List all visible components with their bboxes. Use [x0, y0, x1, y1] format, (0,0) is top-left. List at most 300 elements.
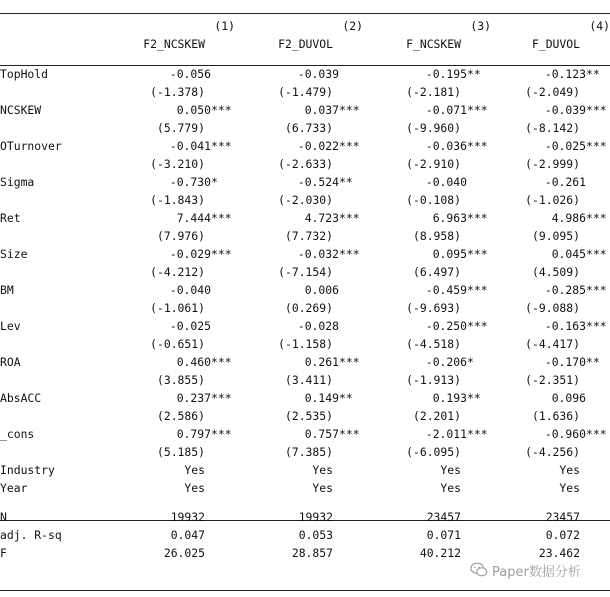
table-bottom-rule — [0, 590, 610, 591]
tstat-value: (-4.212) — [150, 265, 205, 279]
tstat-cell — [235, 335, 363, 353]
tstat-cell — [491, 407, 610, 425]
tstat-cell — [125, 407, 235, 425]
row-label: _cons — [0, 427, 35, 441]
coef-value: -0.250 — [425, 319, 467, 333]
stat-cell — [363, 508, 491, 526]
stat-value: 0.071 — [426, 528, 461, 542]
tstat-cell — [363, 191, 491, 209]
coef-row — [0, 353, 610, 371]
row-label: Size — [0, 247, 28, 261]
tstat-value: (-1.061) — [150, 301, 205, 315]
row-label: F — [0, 546, 7, 560]
watermark-text: Paper数据分析 — [492, 564, 581, 580]
tstat-cell — [363, 371, 491, 389]
significance-stars: *** — [586, 103, 607, 117]
tstat-cell — [125, 83, 235, 101]
row-label-empty — [0, 263, 125, 281]
tstat-cell — [363, 155, 491, 173]
significance-stars: *** — [467, 319, 488, 333]
significance-stars: *** — [339, 211, 360, 225]
tstat-row — [0, 191, 610, 209]
tstat-value: (6.497) — [412, 265, 461, 279]
fixed-effect-row — [0, 479, 610, 497]
tstat-value: (-2.910) — [406, 157, 461, 171]
column-name — [363, 35, 491, 53]
tstat-value: (-0.651) — [150, 337, 205, 351]
tstat-cell — [363, 83, 491, 101]
coef-value: -0.029 — [169, 247, 211, 261]
tstat-cell — [491, 299, 610, 317]
fixed-effect-cell — [125, 461, 235, 479]
tstat-cell — [491, 335, 610, 353]
spacer-cell — [0, 53, 125, 65]
column-number: (2) — [342, 19, 363, 33]
tstat-value: (5.779) — [156, 121, 205, 135]
column-number: (1) — [214, 19, 235, 33]
regression-table — [0, 17, 610, 562]
stat-value: 28.857 — [291, 546, 333, 560]
significance-stars: ** — [339, 391, 353, 405]
table-top-rule — [0, 13, 610, 14]
coef-value: -0.285 — [544, 283, 586, 297]
tstat-value: (2.586) — [156, 409, 205, 423]
stat-value: 19932 — [170, 510, 205, 524]
tstat-cell — [235, 119, 363, 137]
tstat-row — [0, 83, 610, 101]
tstat-cell — [235, 155, 363, 173]
coef-value: -0.025 — [544, 139, 586, 153]
tstat-value: (9.095) — [531, 229, 580, 243]
coef-value: -0.163 — [544, 319, 586, 333]
tstat-value: (-7.154) — [278, 265, 333, 279]
tstat-value: (-2.030) — [278, 193, 333, 207]
stat-value: 19932 — [298, 510, 333, 524]
stat-cell — [363, 526, 491, 544]
tstat-cell — [125, 191, 235, 209]
tstat-cell — [235, 407, 363, 425]
stat-cell — [125, 526, 235, 544]
stat-value: 23457 — [545, 510, 580, 524]
coef-cell — [235, 209, 363, 227]
coef-cell — [363, 389, 491, 407]
coef-value: -0.071 — [425, 103, 467, 117]
stat-cell — [235, 508, 363, 526]
spacer-row — [0, 497, 610, 508]
coef-value: 0.261 — [304, 355, 339, 369]
tstat-value: (-2.351) — [525, 373, 580, 387]
tstat-cell — [363, 227, 491, 245]
row-label-empty — [0, 155, 125, 173]
tstat-cell — [125, 227, 235, 245]
row-label-empty — [0, 443, 125, 461]
significance-stars: *** — [467, 103, 488, 117]
coef-value: 0.006 — [304, 283, 339, 297]
significance-stars: *** — [467, 247, 488, 261]
coef-value: 4.723 — [304, 211, 339, 225]
row-label: Sigma — [0, 175, 35, 189]
coef-cell — [235, 245, 363, 263]
significance-stars: *** — [211, 103, 232, 117]
coef-cell — [235, 137, 363, 155]
tstat-value: (2.535) — [284, 409, 333, 423]
tstat-value: (-2.181) — [406, 85, 461, 99]
tstat-row — [0, 371, 610, 389]
tstat-cell — [491, 119, 610, 137]
coef-cell — [235, 173, 363, 191]
tstat-value: (-1.026) — [525, 193, 580, 207]
tstat-cell — [235, 83, 363, 101]
tstat-value: (4.509) — [531, 265, 580, 279]
tstat-cell — [235, 263, 363, 281]
coef-cell — [491, 281, 610, 299]
spacer-row — [0, 53, 610, 65]
stat-cell — [491, 508, 610, 526]
coef-value: 0.797 — [176, 427, 211, 441]
significance-stars: *** — [586, 427, 607, 441]
coef-value: 0.149 — [304, 391, 339, 405]
coef-cell — [235, 353, 363, 371]
coef-cell — [491, 317, 610, 335]
tstat-cell — [235, 299, 363, 317]
coef-cell — [363, 173, 491, 191]
coef-row — [0, 173, 610, 191]
coef-value: -0.039 — [544, 103, 586, 117]
column-name-text: F_NCSKEW — [406, 37, 461, 51]
tstat-value: (-1.158) — [278, 337, 333, 351]
coef-value: -0.960 — [544, 427, 586, 441]
column-name — [235, 35, 363, 53]
tstat-row — [0, 443, 610, 461]
fixed-effect-cell — [491, 461, 610, 479]
coef-value: -0.123 — [544, 67, 586, 81]
significance-stars: *** — [467, 427, 488, 441]
fixed-effect-cell — [235, 461, 363, 479]
coef-value: 0.037 — [304, 103, 339, 117]
coef-cell — [235, 317, 363, 335]
tstat-row — [0, 155, 610, 173]
row-label-empty — [0, 299, 125, 317]
coef-value: 0.757 — [304, 427, 339, 441]
coef-value: -0.056 — [169, 67, 211, 81]
coef-cell — [235, 425, 363, 443]
tstat-cell — [491, 83, 610, 101]
tstat-value: (-0.108) — [406, 193, 461, 207]
stat-row — [0, 526, 610, 544]
coef-cell — [235, 101, 363, 119]
coef-row — [0, 317, 610, 335]
tstat-value: (-6.095) — [406, 445, 461, 459]
tstat-value: (1.636) — [531, 409, 580, 423]
coef-row — [0, 137, 610, 155]
tstat-cell — [363, 407, 491, 425]
tstat-cell — [125, 155, 235, 173]
coef-cell — [363, 65, 491, 83]
stat-value: 23.462 — [538, 546, 580, 560]
wechat-icon — [470, 561, 488, 579]
fixed-effect-cell — [125, 479, 235, 497]
fixed-effect-cell — [235, 479, 363, 497]
stat-value: 23457 — [426, 510, 461, 524]
coef-value: 0.193 — [432, 391, 467, 405]
significance-stars: *** — [339, 139, 360, 153]
fixed-effect-cell — [363, 479, 491, 497]
tstat-value: (-1.843) — [150, 193, 205, 207]
coef-value: -0.032 — [297, 247, 339, 261]
significance-stars: ** — [467, 391, 481, 405]
coef-cell — [125, 101, 235, 119]
tstat-value: (2.201) — [412, 409, 461, 423]
fixed-effect-cell — [363, 461, 491, 479]
coef-cell — [235, 389, 363, 407]
tstat-value: (0.269) — [284, 301, 333, 315]
coef-value: -0.206 — [425, 355, 467, 369]
fixed-effect-value: Yes — [312, 481, 333, 495]
significance-stars: ** — [467, 67, 481, 81]
header-row-numbers — [0, 17, 610, 35]
column-name — [491, 35, 610, 53]
significance-stars: *** — [211, 247, 232, 261]
stat-value: 40.212 — [419, 546, 461, 560]
significance-stars: *** — [211, 355, 232, 369]
tstat-value: (7.732) — [284, 229, 333, 243]
row-label-empty — [0, 227, 125, 245]
tstat-cell — [491, 155, 610, 173]
significance-stars: ** — [586, 67, 600, 81]
fixed-effect-row — [0, 461, 610, 479]
tstat-value: (-9.960) — [406, 121, 461, 135]
tstat-value: (-8.142) — [525, 121, 580, 135]
coef-cell — [363, 281, 491, 299]
tstat-row — [0, 335, 610, 353]
row-label: OTurnover — [0, 139, 62, 153]
significance-stars: ** — [339, 175, 353, 189]
coef-value: -0.459 — [425, 283, 467, 297]
stat-row — [0, 508, 610, 526]
tstat-cell — [491, 191, 610, 209]
coef-value: 0.095 — [432, 247, 467, 261]
tstat-cell — [235, 443, 363, 461]
tstat-value: (-4.256) — [525, 445, 580, 459]
significance-stars: *** — [467, 211, 488, 225]
stat-cell — [125, 544, 235, 562]
significance-stars: * — [211, 175, 218, 189]
significance-stars: *** — [339, 355, 360, 369]
row-label: ROA — [0, 355, 21, 369]
coef-value: -0.195 — [425, 67, 467, 81]
coef-cell — [363, 101, 491, 119]
coef-cell — [491, 209, 610, 227]
tstat-value: (-9.088) — [525, 301, 580, 315]
column-name — [125, 35, 235, 53]
coef-cell — [125, 281, 235, 299]
coef-value: 7.444 — [176, 211, 211, 225]
coef-cell — [363, 245, 491, 263]
coef-value: 4.986 — [551, 211, 586, 225]
significance-stars: *** — [211, 139, 232, 153]
coef-row — [0, 101, 610, 119]
significance-stars: *** — [586, 139, 607, 153]
significance-stars: *** — [211, 211, 232, 225]
coef-cell — [491, 353, 610, 371]
coef-value: -0.041 — [169, 139, 211, 153]
coef-value: 0.050 — [176, 103, 211, 117]
tstat-value: (-1.913) — [406, 373, 461, 387]
coef-cell — [491, 389, 610, 407]
significance-stars: ** — [586, 355, 600, 369]
tstat-cell — [125, 371, 235, 389]
fixed-effect-value: Yes — [184, 481, 205, 495]
fixed-effect-value: Yes — [440, 463, 461, 477]
tstat-value: (6.733) — [284, 121, 333, 135]
row-label: adj. R-sq — [0, 528, 62, 542]
row-label: Industry — [0, 463, 55, 477]
fixed-effect-value: Yes — [440, 481, 461, 495]
coef-value: -0.040 — [425, 175, 467, 189]
coef-cell — [125, 245, 235, 263]
fixed-effect-cell — [491, 479, 610, 497]
coef-row — [0, 425, 610, 443]
column-number: (3) — [470, 19, 491, 33]
coef-row — [0, 245, 610, 263]
coef-cell — [363, 425, 491, 443]
stat-value: 0.053 — [298, 528, 333, 542]
significance-stars: *** — [586, 319, 607, 333]
coef-cell — [491, 425, 610, 443]
tstat-value: (-3.210) — [150, 157, 205, 171]
coef-value: -0.261 — [544, 175, 586, 189]
tstat-row — [0, 299, 610, 317]
stat-cell — [235, 526, 363, 544]
tstat-cell — [235, 371, 363, 389]
coef-cell — [235, 65, 363, 83]
fixed-effect-value: Yes — [559, 481, 580, 495]
significance-stars: * — [467, 355, 474, 369]
coef-value: 0.045 — [551, 247, 586, 261]
row-label: NCSKEW — [0, 103, 42, 117]
coef-cell — [491, 101, 610, 119]
tstat-value: (-2.633) — [278, 157, 333, 171]
column-name-text: F2_DUVOL — [278, 37, 333, 51]
coef-value: -2.011 — [425, 427, 467, 441]
tstat-cell — [491, 227, 610, 245]
tstat-cell — [491, 263, 610, 281]
coef-value: 0.096 — [551, 391, 586, 405]
tstat-value: (-4.417) — [525, 337, 580, 351]
tstat-value: (-1.378) — [150, 85, 205, 99]
coef-cell — [363, 209, 491, 227]
row-label-empty — [0, 335, 125, 353]
row-label: Ret — [0, 211, 21, 225]
coef-value: -0.028 — [297, 319, 339, 333]
significance-stars: *** — [467, 139, 488, 153]
coef-cell — [125, 209, 235, 227]
row-label-empty — [0, 119, 125, 137]
tstat-cell — [491, 371, 610, 389]
row-label-empty — [0, 407, 125, 425]
tstat-value: (-9.693) — [406, 301, 461, 315]
coef-value: -0.022 — [297, 139, 339, 153]
header-corner — [0, 35, 125, 53]
coef-row — [0, 281, 610, 299]
tstat-cell — [125, 299, 235, 317]
tstat-cell — [491, 443, 610, 461]
tstat-value: (7.976) — [156, 229, 205, 243]
row-label-empty — [0, 83, 125, 101]
tstat-value: (3.855) — [156, 373, 205, 387]
row-label: AbsACC — [0, 391, 42, 405]
tstat-value: (-1.479) — [278, 85, 333, 99]
coef-value: 0.460 — [176, 355, 211, 369]
significance-stars: *** — [211, 427, 232, 441]
tstat-row — [0, 263, 610, 281]
row-label: TopHold — [0, 67, 49, 81]
coef-row — [0, 65, 610, 83]
coef-value: -0.040 — [169, 283, 211, 297]
significance-stars: *** — [467, 283, 488, 297]
stat-value: 0.072 — [545, 528, 580, 542]
coef-value: -0.036 — [425, 139, 467, 153]
coef-cell — [125, 425, 235, 443]
row-label: BM — [0, 283, 14, 297]
coef-cell — [125, 137, 235, 155]
stat-cell — [491, 526, 610, 544]
column-name-text: F_DUVOL — [531, 37, 580, 51]
fixed-effect-value: Yes — [184, 463, 205, 477]
watermark — [470, 558, 581, 582]
coef-cell — [125, 353, 235, 371]
tstat-cell — [235, 227, 363, 245]
tstat-value: (3.411) — [284, 373, 333, 387]
column-number: (4) — [589, 19, 610, 33]
tstat-row — [0, 119, 610, 137]
coef-cell — [491, 137, 610, 155]
tstat-cell — [363, 299, 491, 317]
tstat-cell — [363, 443, 491, 461]
significance-stars: *** — [339, 103, 360, 117]
tstat-value: (-4.518) — [406, 337, 461, 351]
tstat-cell — [363, 263, 491, 281]
coef-value: 0.237 — [176, 391, 211, 405]
tstat-row — [0, 407, 610, 425]
coef-cell — [125, 389, 235, 407]
stat-cell — [235, 544, 363, 562]
coef-cell — [491, 65, 610, 83]
coef-cell — [235, 281, 363, 299]
tstat-cell — [363, 119, 491, 137]
tstat-cell — [125, 119, 235, 137]
header-row-names — [0, 35, 610, 53]
tstat-cell — [363, 335, 491, 353]
significance-stars: *** — [339, 247, 360, 261]
coef-cell — [125, 65, 235, 83]
coef-row — [0, 209, 610, 227]
tstat-value: (8.958) — [412, 229, 461, 243]
significance-stars: *** — [586, 211, 607, 225]
tstat-value: (-2.999) — [525, 157, 580, 171]
stat-cell — [125, 508, 235, 526]
coef-value: 6.963 — [432, 211, 467, 225]
coef-cell — [491, 173, 610, 191]
fixed-effect-value: Yes — [312, 463, 333, 477]
coef-cell — [491, 245, 610, 263]
stat-value: 26.025 — [163, 546, 205, 560]
coef-row — [0, 389, 610, 407]
coef-value: -0.039 — [297, 67, 339, 81]
coef-cell — [363, 317, 491, 335]
tstat-value: (5.185) — [156, 445, 205, 459]
tstat-cell — [235, 191, 363, 209]
